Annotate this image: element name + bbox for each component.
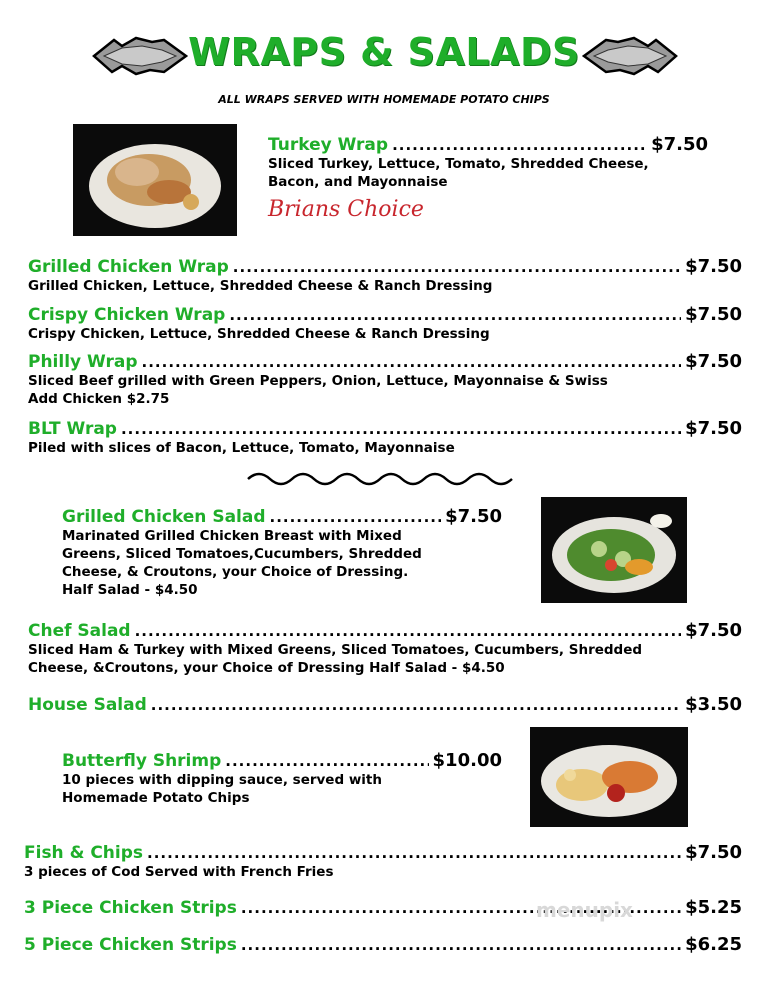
menu-item-grilled-chicken-salad xyxy=(62,506,502,599)
turkey-wrap-photo xyxy=(73,124,237,236)
item-description: Sliced Ham & Turkey with Mixed Greens, Sliced Tomatoes, Cucumbers, Shredded xyxy=(28,642,643,658)
leader-dots xyxy=(392,136,647,154)
wavy-divider xyxy=(246,470,522,488)
item-name: Fish & Chips xyxy=(24,843,144,863)
item-price: $7.50 xyxy=(685,304,742,325)
leader-dots xyxy=(241,936,681,954)
item-price: $3.50 xyxy=(685,694,742,715)
menu-item-3-piece-chicken-strips xyxy=(24,897,742,918)
butterfly-shrimp-photo xyxy=(530,727,688,827)
item-description: Bacon, and Mayonnaise xyxy=(268,174,448,190)
item-price: $6.25 xyxy=(685,934,742,955)
item-half-salad: Half Salad - $4.50 xyxy=(62,582,198,598)
item-description: Piled with slices of Bacon, Lettuce, Tomato, Mayonnaise xyxy=(28,440,455,456)
menu-item-chef-salad xyxy=(28,620,742,677)
item-description: Homemade Potato Chips xyxy=(62,790,250,806)
item-description: Grilled Chicken, Lettuce, Shredded Cheese & Ranch Dressing xyxy=(28,278,493,294)
item-description: 3 pieces of Cod Served with French Fries xyxy=(24,864,334,880)
leader-dots xyxy=(270,508,442,526)
item-name: Chef Salad xyxy=(28,621,131,641)
leader-dots xyxy=(135,622,681,640)
item-name: Butterfly Shrimp xyxy=(62,751,222,771)
item-description: 10 pieces with dipping sauce, served with xyxy=(62,772,382,788)
menu-item-crispy-chicken-wrap xyxy=(28,304,742,343)
signature-note: Brians Choice xyxy=(268,197,424,222)
menu-item-blt-wrap xyxy=(28,418,742,457)
item-price: $7.50 xyxy=(685,842,742,863)
item-name: Grilled Chicken Salad xyxy=(62,507,266,527)
page-title: WRAPS & SALADS xyxy=(188,30,580,74)
item-description: Marinated Grilled Chicken Breast with Mixed xyxy=(62,528,402,544)
item-price: $7.50 xyxy=(445,506,502,527)
menu-item-5-piece-chicken-strips xyxy=(24,934,742,955)
item-name: Crispy Chicken Wrap xyxy=(28,305,226,325)
item-price: $7.50 xyxy=(651,134,708,155)
item-description: Sliced Beef grilled with Green Peppers, Onion, Lettuce, Mayonnaise & Swiss xyxy=(28,373,608,389)
item-name: Philly Wrap xyxy=(28,352,138,372)
item-name: Turkey Wrap xyxy=(268,135,389,155)
page-subtitle: ALL WRAPS SERVED WITH HOMEMADE POTATO CHIPS xyxy=(218,93,550,106)
grilled-chicken-salad-photo xyxy=(541,497,687,603)
leader-dots xyxy=(233,258,681,276)
item-name: Grilled Chicken Wrap xyxy=(28,257,229,277)
item-description: Sliced Turkey, Lettuce, Tomato, Shredded Cheese, xyxy=(268,156,649,172)
menu-item-philly-wrap xyxy=(28,351,742,408)
menu-item-fish-and-chips xyxy=(24,842,742,881)
menu-item-house-salad xyxy=(28,694,742,715)
menu-item-grilled-chicken-wrap xyxy=(28,256,742,295)
leader-dots xyxy=(147,844,681,862)
item-price: $7.50 xyxy=(685,418,742,439)
leader-dots xyxy=(121,420,681,438)
leader-dots xyxy=(142,353,682,371)
item-name: 3 Piece Chicken Strips xyxy=(24,898,237,918)
item-name: House Salad xyxy=(28,695,147,715)
item-price: $10.00 xyxy=(432,750,502,771)
leader-dots xyxy=(151,696,681,714)
menu-item-butterfly-shrimp xyxy=(62,750,502,807)
item-description: Cheese, &Croutons, your Choice of Dressing Half Salad - $4.50 xyxy=(28,660,505,676)
item-price: $7.50 xyxy=(685,351,742,372)
item-description: Crispy Chicken, Lettuce, Shredded Cheese & Ranch Dressing xyxy=(28,326,490,342)
item-description: Cheese, & Croutons, your Choice of Dressing. xyxy=(62,564,409,580)
leader-dots xyxy=(225,752,428,770)
item-price: $7.50 xyxy=(685,256,742,277)
item-price: $7.50 xyxy=(685,620,742,641)
watermark: menupix xyxy=(536,898,633,922)
menu-item-turkey-wrap xyxy=(268,134,708,222)
item-description: Greens, Sliced Tomatoes,Cucumbers, Shredded xyxy=(62,546,422,562)
leader-dots xyxy=(229,306,681,324)
item-name: BLT Wrap xyxy=(28,419,117,439)
item-price: $5.25 xyxy=(685,897,742,918)
item-addon: Add Chicken $2.75 xyxy=(28,391,170,407)
item-name: 5 Piece Chicken Strips xyxy=(24,935,237,955)
